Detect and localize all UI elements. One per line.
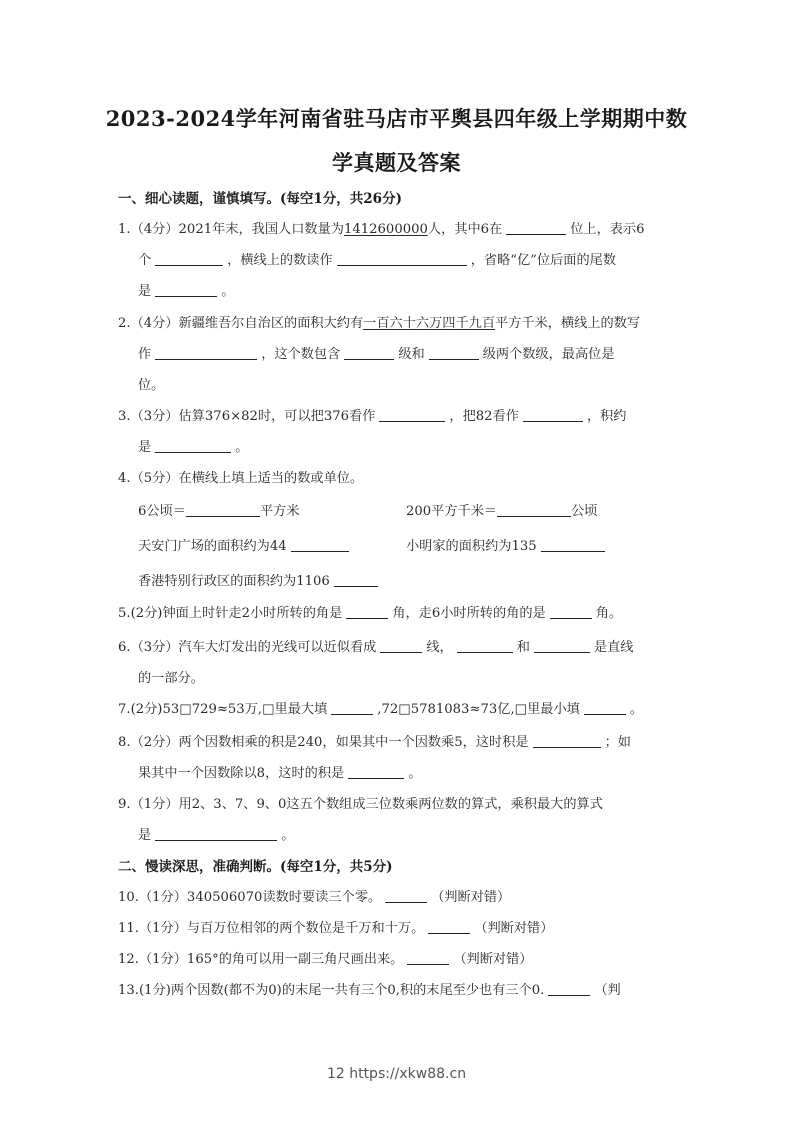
page-footer: 12 https://xkw88.cn: [326, 1066, 467, 1082]
text: 6.（3分）汽车大灯发出的光线可以近似看成: [118, 640, 377, 655]
question-9-line2: [138, 824, 294, 843]
question-3-line1: [118, 405, 627, 424]
question-6-line1: [118, 636, 633, 655]
section-heading-1: 一、细心读题，谨慎填写。(每空1分，共26分): [118, 191, 402, 207]
text: ，积约: [586, 409, 627, 424]
text: 人，其中6在: [427, 222, 503, 237]
text: 是: [138, 284, 152, 299]
question-4-row2: [138, 535, 698, 554]
answer-blank[interactable]: [155, 438, 231, 453]
answer-blank[interactable]: [584, 700, 626, 715]
answer-blank[interactable]: [186, 502, 260, 517]
text: 12.（1分）165°的角可以用一副三角尺画出来。: [118, 952, 404, 967]
text: 4.（5分）在横线上填上适当的数或单位。: [118, 471, 364, 486]
text: 200平方千米＝: [406, 504, 498, 519]
text: 13.(1分)两个因数(都不为0)的末尾一共有三个0,积的末尾至少也有三个0.: [118, 983, 545, 998]
page-title-line2: 学真题及答案: [332, 150, 461, 175]
answer-blank[interactable]: [344, 345, 394, 360]
text: 位。: [138, 378, 165, 393]
question-9-line1: [118, 793, 603, 812]
answer-blank[interactable]: [331, 700, 373, 715]
text: 是: [138, 440, 152, 455]
answer-blank[interactable]: [346, 604, 388, 619]
text: 个: [138, 253, 152, 268]
text: （判断对错）: [453, 952, 533, 967]
text: 。: [281, 828, 295, 843]
question-12: [118, 948, 532, 967]
text: 。: [235, 440, 249, 455]
answer-blank[interactable]: [291, 537, 349, 552]
text: 平方米: [259, 504, 300, 519]
question-1-line1: [118, 218, 645, 237]
answer-blank[interactable]: [541, 537, 605, 552]
text: 果其中一个因数除以8，这时的积是: [138, 766, 345, 781]
text: ，这个数包含: [261, 347, 341, 362]
text: ，把82看作: [449, 409, 519, 424]
answer-blank[interactable]: [155, 345, 257, 360]
answer-blank[interactable]: [533, 733, 601, 748]
answer-blank[interactable]: [337, 251, 467, 266]
answer-blank[interactable]: [385, 888, 427, 903]
text: 是: [138, 828, 152, 843]
text: 香港特别行政区的面积约为1106: [138, 574, 330, 589]
question-2-line2: [138, 343, 615, 362]
question-2-line3: [138, 374, 164, 393]
text: ；如: [604, 735, 631, 750]
text: 的一部分。: [138, 671, 204, 686]
question-4-row1: [138, 500, 698, 519]
text: 7.(2分)53□729≈53万,□里最大填: [118, 702, 328, 717]
answer-blank[interactable]: [407, 950, 449, 965]
text: ，省略“亿”位后面的尾数: [470, 253, 617, 268]
answer-blank[interactable]: [379, 407, 445, 422]
question-5: [118, 602, 622, 621]
text: （判断对错）: [474, 921, 554, 936]
text: 。: [408, 766, 422, 781]
text: 。: [629, 702, 644, 717]
answer-blank[interactable]: [155, 826, 277, 841]
question-8-line2: [138, 762, 421, 781]
text: 平方千米，横线上的数写: [495, 316, 641, 331]
text: ,72□5781083≈73亿,□里最小填: [377, 702, 580, 717]
text: 。: [221, 284, 235, 299]
text: 5.(2分)钟面上时针走2小时所转的角是: [118, 606, 343, 621]
page-title-line1: 2023-2024学年河南省驻马店市平舆县四年级上学期期中数: [105, 106, 688, 131]
question-1-line3: [138, 280, 234, 299]
text: 天安门广场的面积约为44: [138, 539, 287, 554]
text: ，横线上的数读作: [227, 253, 333, 268]
text: 2.（4分）新疆维吾尔自治区的面积大约有: [118, 316, 364, 331]
question-4-row3: [138, 570, 382, 589]
answer-blank[interactable]: [155, 282, 217, 297]
answer-blank[interactable]: [155, 251, 223, 266]
text: 小明家的面积约为135: [406, 539, 537, 554]
answer-blank[interactable]: [534, 638, 590, 653]
text: 和: [516, 640, 530, 655]
text: 6公顷＝: [138, 504, 186, 519]
text: 1.（4分）2021年末，我国人口数量为: [118, 222, 344, 237]
underlined-number: 一百六十六万四千九百: [363, 316, 496, 331]
answer-blank[interactable]: [334, 572, 378, 587]
answer-blank[interactable]: [457, 638, 513, 653]
text: 级和: [398, 347, 425, 362]
text: （判: [594, 983, 621, 998]
text: 10.（1分）340506070读数时要读三个零。: [118, 890, 382, 905]
text: 8.（2分）两个因数相乘的积是240，如果其中一个因数乘5，这时积是: [118, 735, 529, 750]
question-6-line2: [138, 667, 204, 686]
answer-blank[interactable]: [429, 345, 479, 360]
underlined-number: 1412600000: [343, 222, 428, 237]
question-2-line1: [118, 312, 640, 331]
question-10: [118, 886, 510, 905]
text: 位上，表示6: [570, 222, 645, 237]
text: 角。: [595, 606, 623, 621]
answer-blank[interactable]: [548, 981, 590, 996]
section-heading-2: 二、慢读深思，准确判断。(每空1分，共5分): [118, 859, 393, 875]
text: 作: [138, 347, 152, 362]
question-7: [118, 698, 643, 717]
text: 9.（1分）用2、3、7、9、0这五个数组成三位数乘两位数的算式，乘积最大的算式: [118, 797, 603, 812]
text: 11.（1分）与百万位相邻的两个数位是千万和十万。: [118, 921, 425, 936]
question-1-line2: [138, 249, 616, 268]
question-4-line1: [118, 467, 363, 486]
text: 3.（3分）估算376×82时，可以把376看作: [118, 409, 376, 424]
text: 公顷: [571, 504, 598, 519]
question-11: [118, 917, 553, 936]
question-13: [118, 979, 621, 998]
question-3-line2: [138, 436, 248, 455]
answer-blank[interactable]: [348, 764, 404, 779]
text: 级两个数级，最高位是: [482, 347, 615, 362]
answer-blank[interactable]: [428, 919, 470, 934]
text: 是直线: [593, 640, 634, 655]
question-8-line1: [118, 731, 631, 750]
text: （判断对错）: [431, 890, 511, 905]
answer-blank[interactable]: [380, 638, 422, 653]
text: 角，走6小时所转的角的是: [392, 606, 546, 621]
text: 线，: [426, 640, 453, 655]
answer-blank[interactable]: [550, 604, 592, 619]
answer-blank[interactable]: [506, 220, 566, 235]
answer-blank[interactable]: [497, 502, 571, 517]
answer-blank[interactable]: [523, 407, 583, 422]
